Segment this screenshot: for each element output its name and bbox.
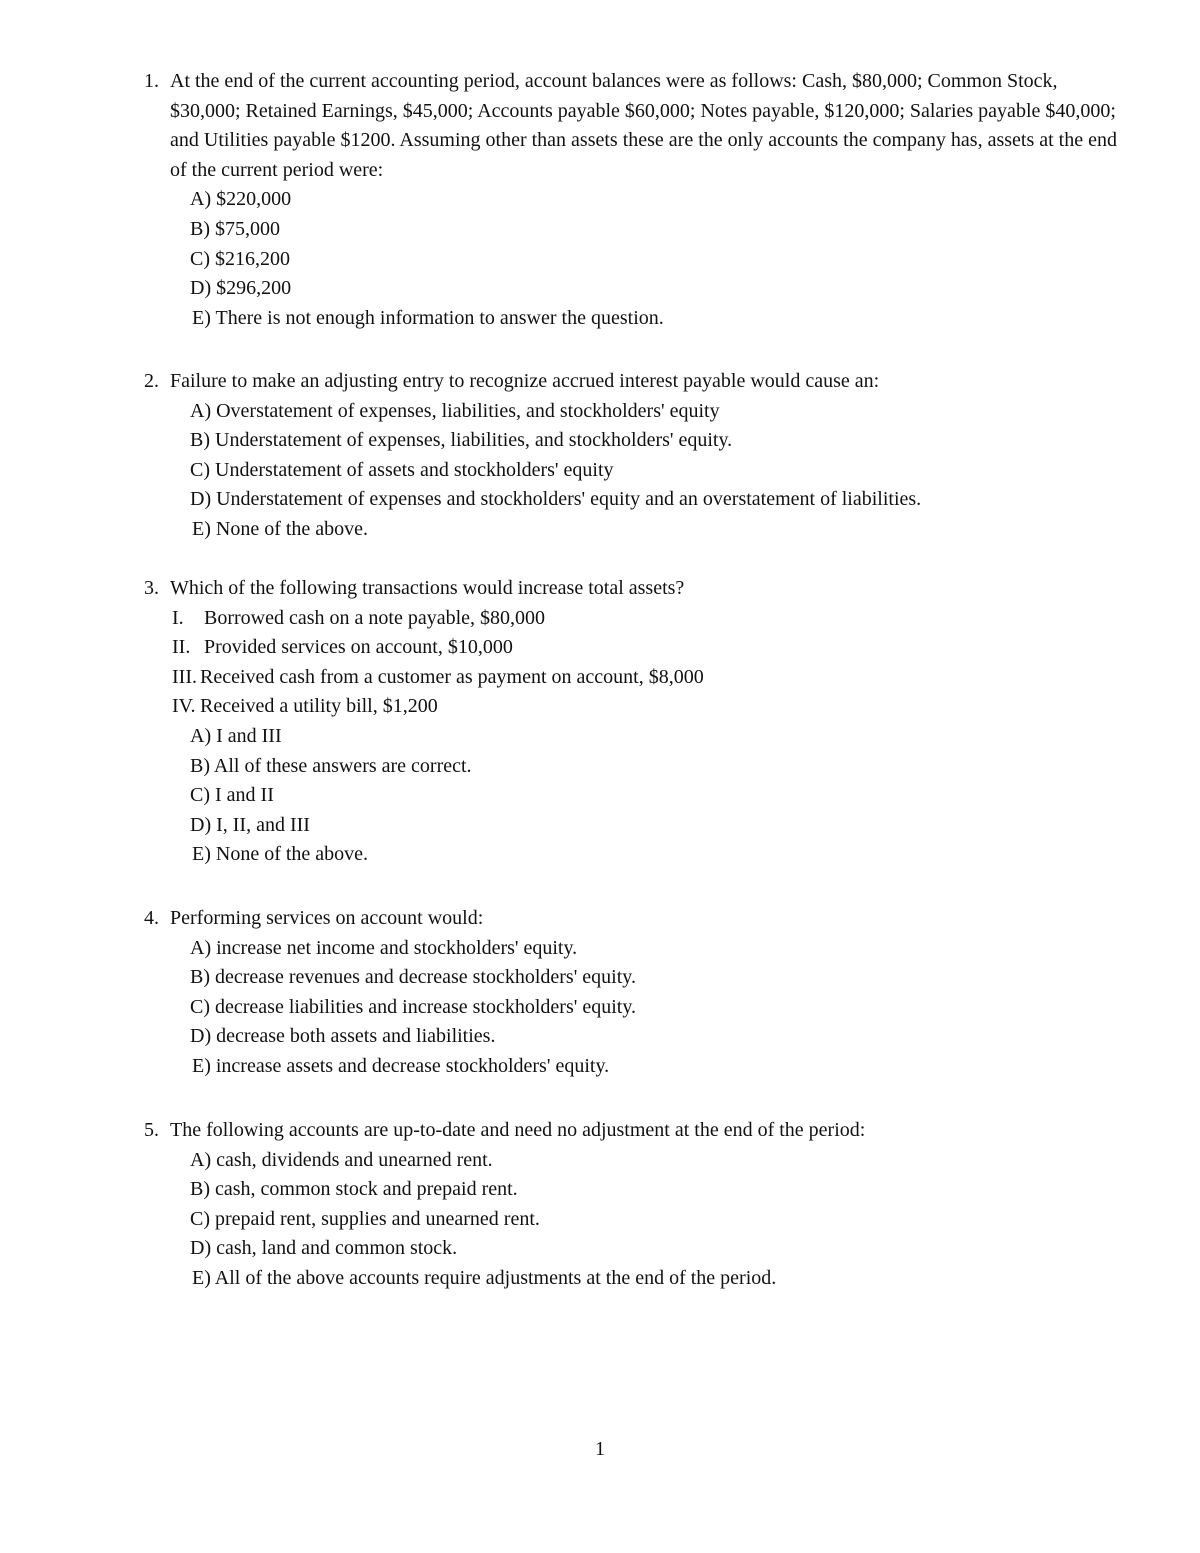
question-stem (144, 67, 1124, 185)
option-e: E) increase assets and decrease stockholders' equity. (192, 1054, 610, 1077)
option-b: B) Understatement of expenses, liabilities, and stockholders' equity. (190, 429, 733, 452)
option-e: E) All of the above accounts require adjustments at the end of the period. (192, 1266, 777, 1289)
statement-ii (144, 633, 1124, 663)
statement-text: Received a utility bill, $1,200 (200, 695, 438, 718)
question-stem (144, 367, 1124, 397)
page-number: 1 (595, 1438, 605, 1460)
option-c: C) I and II (190, 784, 274, 807)
option-d: D) cash, land and common stock. (190, 1237, 458, 1260)
question-5 (144, 1116, 1124, 1294)
statement-i (144, 604, 1124, 634)
option-b: B) decrease revenues and decrease stockholders' equity. (190, 966, 636, 989)
question-2 (144, 367, 1124, 545)
question-4 (144, 904, 1124, 1082)
question-text: The following accounts are up-to-date and need no adjustment at the end of the period: (170, 1119, 866, 1141)
question-text: Which of the following transactions would increase total assets? (170, 577, 685, 599)
option-d: D) $296,200 (190, 277, 292, 300)
option-e: E) None of the above. (192, 517, 369, 540)
question-text: At the end of the current accounting period, account balances were as follows: Cash, $80,000; Common Stock, $30,000; Retained Earnings, $45,000; Accounts payable $60,000; Notes payable, $120,000; Salaries payable $40,000; and Utilities payable $1200. Assuming other than assets these are the only accounts the company has, assets at the end of the current period were: (170, 70, 1117, 181)
statement-numeral: II. (172, 636, 191, 659)
option-e: E) There is not enough information to answer the question. (192, 306, 664, 329)
option-a: A) I and III (190, 724, 282, 747)
question-stem (144, 574, 1124, 604)
statement-text: Borrowed cash on a note payable, $80,000 (204, 606, 546, 629)
question-number: 3. (144, 577, 159, 599)
statement-numeral: IV. (172, 695, 196, 718)
statement-text: Received cash from a customer as payment on account, $8,000 (200, 665, 704, 688)
question-stem (144, 904, 1124, 934)
option-b: B) $75,000 (190, 217, 280, 240)
option-a: A) Overstatement of expenses, liabilities, and stockholders' equity (190, 399, 720, 422)
option-b: B) cash, common stock and prepaid rent. (190, 1178, 518, 1201)
option-d: D) decrease both assets and liabilities. (190, 1025, 496, 1048)
question-number: 5. (144, 1119, 159, 1141)
option-c: C) decrease liabilities and increase stockholders' equity. (190, 995, 637, 1018)
statement-iii (144, 663, 1124, 693)
option-d: D) Understatement of expenses and stockholders' equity and an overstatement of liabilities. (190, 488, 922, 511)
option-a: A) $220,000 (190, 188, 292, 211)
option-b: B) All of these answers are correct. (190, 754, 472, 777)
statement-text: Provided services on account, $10,000 (204, 636, 513, 659)
option-a: A) cash, dividends and unearned rent. (190, 1148, 493, 1171)
question-number: 1. (144, 70, 159, 92)
question-text: Performing services on account would: (170, 907, 484, 929)
statement-numeral: III. (172, 665, 197, 688)
option-d: D) I, II, and III (190, 813, 310, 836)
option-c: C) $216,200 (190, 247, 290, 270)
question-number: 4. (144, 907, 159, 929)
question-text: Failure to make an adjusting entry to recognize accrued interest payable would cause an: (170, 370, 880, 392)
statement-iv (144, 692, 1124, 722)
option-c: C) prepaid rent, supplies and unearned rent. (190, 1207, 540, 1230)
option-e: E) None of the above. (192, 843, 369, 866)
question-1 (144, 67, 1124, 333)
question-number: 2. (144, 370, 159, 392)
option-a: A) increase net income and stockholders' equity. (190, 936, 578, 959)
statement-numeral: I. (172, 606, 184, 629)
question-3 (144, 574, 1124, 870)
option-c: C) Understatement of assets and stockholders' equity (190, 458, 614, 481)
question-stem (144, 1116, 1124, 1146)
